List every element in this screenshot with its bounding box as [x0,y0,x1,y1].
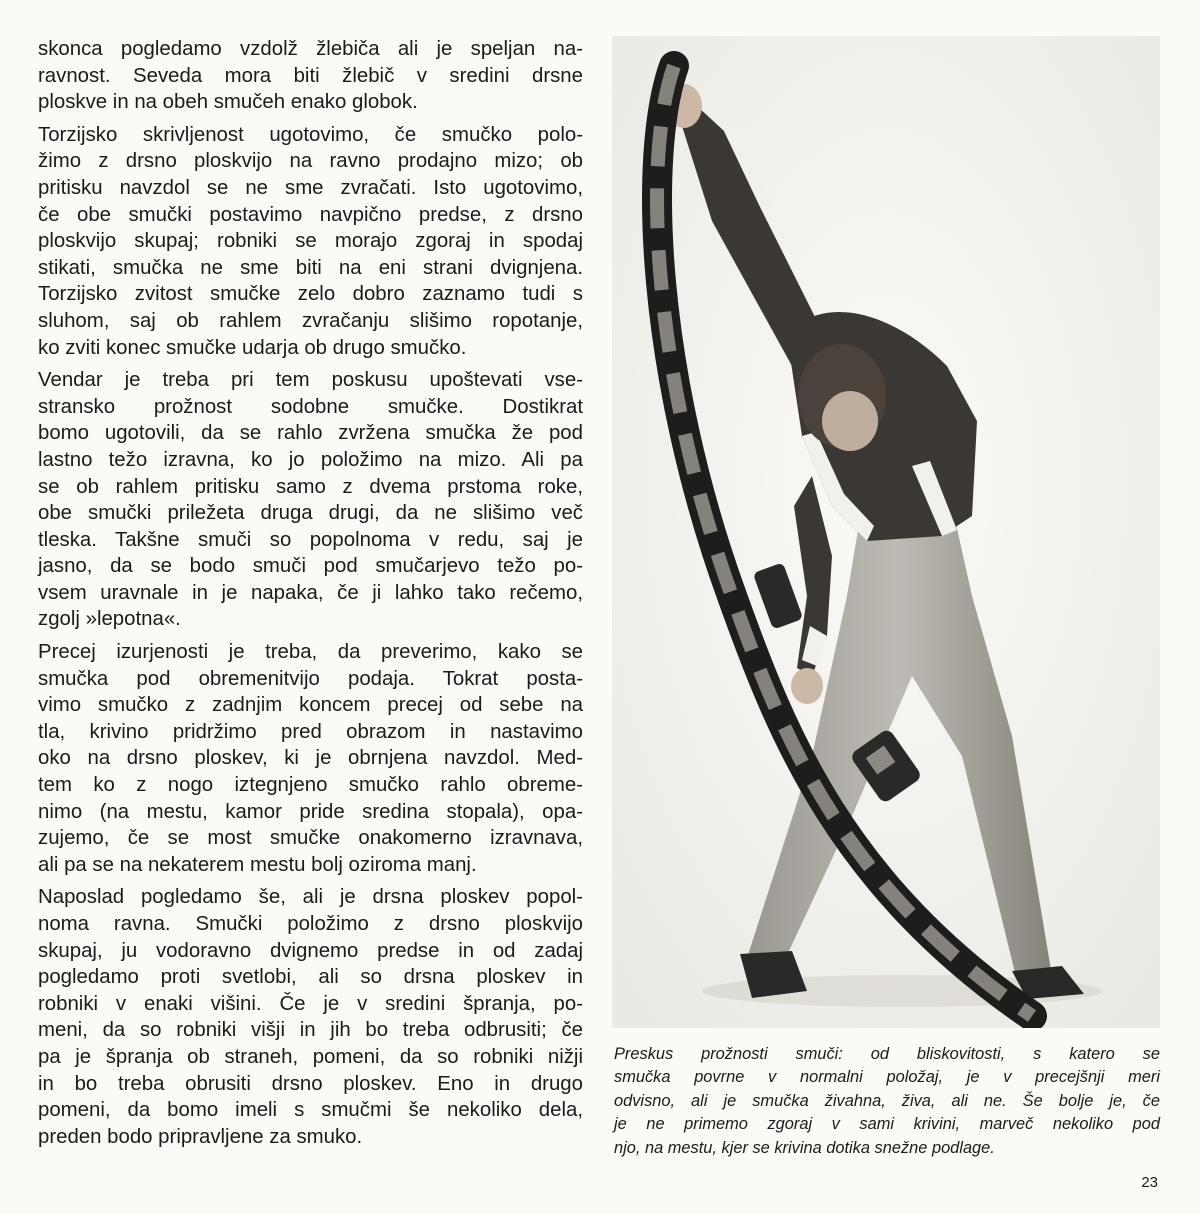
text-line: oko na drsno ploskev, ki je obrnjena navzdol. Med- [38,747,583,770]
text-line: Precej izurjenosti je treba, da preverimo, kako se [38,641,583,664]
text-line: tleska. Takšne smuči so popolnoma v redu, saj je [38,528,583,551]
caption-line: Preskus prožnosti smuči: od bliskovitosti, s katero se [614,1045,1160,1063]
text-line: skupaj, ju vodoravno dvignemo predse in od zadaj [38,939,583,962]
text-line: preden bodo pripravljene za smuko. [38,1125,363,1148]
text-line: sluhom, saj ob rahlem zvračanju slišimo ropotanje, [38,309,583,332]
caption-line: smučka povrne v normalni položaj, je v precejšnji meri [614,1068,1160,1087]
text-line: če obe smučki postavimo navpično predse, z drsno [38,203,583,226]
photo-caption [614,1043,1160,1160]
text-line: tla, krivino pridržimo pred obrazom in nastavimo [38,720,583,743]
text-line: pomeni, da bomo imeli s smučmi še nekoliko dela, [38,1099,583,1122]
text-line: zgolj »lepotna«. [38,608,181,631]
text-line: obe smučki priležeta druga drugi, da ne slišimo več [38,502,583,525]
text-line: tem ko z nogo iztegnjeno smučko rahlo obreme- [38,774,583,797]
text-line: in bo treba obrusiti drsno ploskev. Eno in drugo [38,1072,583,1095]
text-line: Torzijsko zvitost smučke zelo dobro zaznamo tudi s [38,283,583,306]
paragraph-4 [38,639,583,878]
text-line: skonca pogledamo vzdolž žlebiča ali je speljan na- [38,38,583,60]
text-line: Vendar je treba pri tem poskusu upoštevati vse- [38,369,583,392]
paragraph-5 [38,884,583,1150]
text-line: ko zviti konec smučke udarja ob drugo smučko. [38,336,467,359]
caption-line: njo, na mestu, kjer se krivina dotika snežne podlage. [614,1138,995,1157]
text-line: noma ravna. Smučki položimo z drsno ploskvijo [38,913,583,935]
skier-illustration [612,36,1160,1028]
text-line: vsem uravnale in je napaka, če ji lahko tako rečemo, [38,581,583,604]
skier-flexing-ski-photo [612,36,1160,1028]
text-line: smučka pod obremenitvijo podaja. Tokrat posta- [38,667,583,690]
paragraph-3 [38,367,583,633]
text-line: pogledamo proti svetlobi, ali so drsna ploskev in [38,966,583,989]
text-line: nimo (na mestu, kamor pride sredina stopala), opa- [38,800,583,823]
text-line: jasno, da se bodo smuči pod smučarjevo težo po- [38,555,583,578]
text-line: lastno težo izravna, ko jo položimo na mizo. Ali pa [38,448,583,471]
text-line: žimo z drsno ploskvijo na ravno prodajno mizo; ob [38,150,583,173]
text-line: bomo ugotovili, da se rahlo zvržena smučka že pod [38,422,583,445]
text-line: ali pa se na nekaterem mestu bolj oziroma manj. [38,853,477,876]
text-line: ploskvijo skupaj; robniki se morajo zgoraj in spodaj [38,230,583,253]
text-line: robniki v enaki višini. Če je v sredini špranja, po- [38,992,583,1015]
text-line: Torzijsko skrivljenost ugotovimo, če smučko polo- [38,123,583,146]
paragraph-2 [38,122,583,361]
text-line: zujemo, če se most smučke onakomerno izravnava, [38,827,583,850]
text-line: vimo smučko z zadnjim koncem precej od sebe na [38,694,583,717]
article-text-column [38,36,583,1156]
text-line: Naposlad pogledamo še, ali je drsna ploskev popol- [38,886,583,909]
text-line: ploskve in na obeh smučeh enako globok. [38,91,418,114]
text-line: pa je špranja ob straneh, pomeni, da so robniki nižji [38,1045,583,1068]
paragraph-1 [38,36,583,116]
text-line: stikati, smučka ne sme biti na eni strani dvignjena. [38,256,583,279]
caption-line: odvisno, ali je smučka živahna, živa, ali ne. Še bolje je, če [614,1091,1160,1110]
text-line: se ob rahlem pritisku samo z dvema prstoma roke, [38,475,583,498]
text-line: stransko prožnost sodobne smučke. Dostikrat [38,395,583,418]
page-number: 23 [1141,1174,1158,1191]
text-line: pritisku navzdol se ne sme zvračati. Isto ugotovimo, [38,176,583,199]
text-line: meni, da so robniki višji in jih bo treba odbrusiti; če [38,1019,583,1042]
text-line: ravnost. Seveda mora biti žlebič v sredini drsne [38,64,583,87]
caption-line: je ne primemo zgoraj v sami krivini, marveč nekoliko pod [614,1115,1160,1134]
